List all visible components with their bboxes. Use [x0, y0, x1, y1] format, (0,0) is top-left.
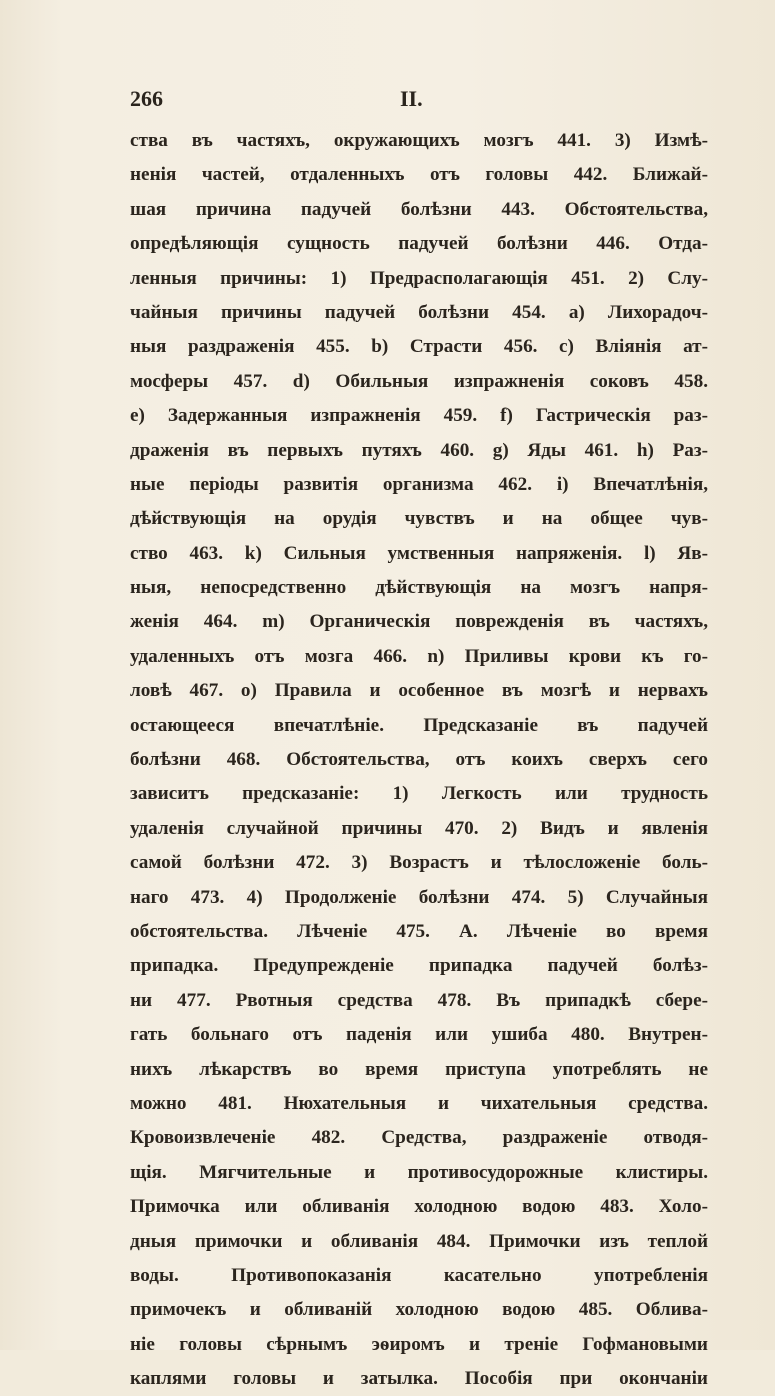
text-line: болѣзни 468. Обстоятельства, отъ коихъ сверхъ сего: [130, 749, 708, 771]
text-line: самой болѣзни 472. 3) Возрастъ и тѣлосложеніе боль-: [130, 852, 708, 874]
text-line: нихъ лѣкарствъ во время приступа употреблять не: [130, 1058, 708, 1080]
text-line: чайныя причины падучей болѣзни 454. a) Лихорадоч-: [130, 301, 708, 323]
text-line: ни 477. Рвотныя средства 478. Въ припадкѣ сбере-: [130, 989, 708, 1011]
text-line: ство 463. k) Сильныя умственныя напряженія. l) Яв-: [130, 542, 708, 564]
text-line: припадка. Предупрежденіе припадка падучей болѣз-: [130, 955, 708, 977]
text-line: воды. Противопоказанія касательно употребленія: [130, 1264, 708, 1286]
text-line: каплями головы и затылка. Пособія при окончаніи: [130, 1368, 708, 1390]
text-line: ныя раздраженія 455. b) Страсти 456. c) Вліянія ат-: [130, 336, 708, 358]
text-line: удаленія случайной причины 470. 2) Видъ и явленія: [130, 817, 708, 839]
text-line: опредѣляющія сущность падучей болѣзни 446. Отда-: [130, 233, 708, 255]
text-line: ніе головы сѣрнымъ эѳиромъ и треніе Гофмановыми: [130, 1333, 708, 1355]
page-header: [130, 86, 708, 116]
text-line: дныя примочки и обливанія 484. Примочки изъ теплой: [130, 1230, 708, 1252]
page-number: 266: [130, 86, 163, 111]
text-line: ловѣ 467. o) Правила и особенное въ мозгѣ и нервахъ: [130, 680, 708, 702]
text-line: ные періоды развитія организма 462. i) Впечатлѣнія,: [130, 473, 708, 495]
text-line: остающееся впечатлѣніе. Предсказаніе въ падучей: [130, 714, 708, 736]
text-line: мосферы 457. d) Обильныя изпражненія соковъ 458.: [130, 370, 708, 392]
text-line: можно 481. Нюхательныя и чихательныя средства.: [130, 1092, 708, 1114]
text-line: Примочка или обливанія холодною водою 483. Холо-: [130, 1196, 708, 1218]
text-line: драженія въ первыхъ путяхъ 460. g) Яды 461. h) Раз-: [130, 439, 708, 461]
text-line: зависитъ предсказаніе: 1) Легкость или трудность: [130, 783, 708, 805]
text-line: Кровоизвлеченіе 482. Средства, раздраженіе отводя-: [130, 1127, 708, 1149]
text-line: щія. Мягчительные и противосудорожные клистиры.: [130, 1161, 708, 1183]
text-line: дѣйствующія на орудія чувствъ и на общее чув-: [130, 508, 708, 530]
text-line: ненія частей, отдаленныхъ отъ головы 442. Ближай-: [130, 164, 708, 186]
text-line: ства въ частяхъ, окружающихъ мозгъ 441. 3) Измѣ-: [130, 130, 708, 151]
text-line: e) Задержанныя изпражненія 459. f) Гастрическія раз-: [130, 405, 708, 427]
text-line: удаленныхъ отъ мозга 466. n) Приливы крови къ го-: [130, 645, 708, 667]
text-line: примочекъ и обливаній холодною водою 485. Облива-: [130, 1299, 708, 1321]
running-head: II.: [400, 86, 423, 111]
text-line: ленныя причины: 1) Предрасполагающія 451. 2) Слу-: [130, 267, 708, 289]
body-text: [130, 124, 708, 1396]
text-line: женія 464. m) Органическія поврежденія въ частяхъ,: [130, 611, 708, 633]
text-line: наго 473. 4) Продолженіе болѣзни 474. 5) Случайныя: [130, 886, 708, 908]
text-line: ныя, непосредственно дѣйствующія на мозгъ напря-: [130, 577, 708, 599]
text-line: гать больнаго отъ паденія или ушиба 480. Внутрен-: [130, 1024, 708, 1046]
text-line: шая причина падучей болѣзни 443. Обстоятельства,: [130, 198, 708, 220]
text-line: обстоятельства. Лѣченіе 475. А. Лѣченіе во время: [130, 920, 708, 942]
